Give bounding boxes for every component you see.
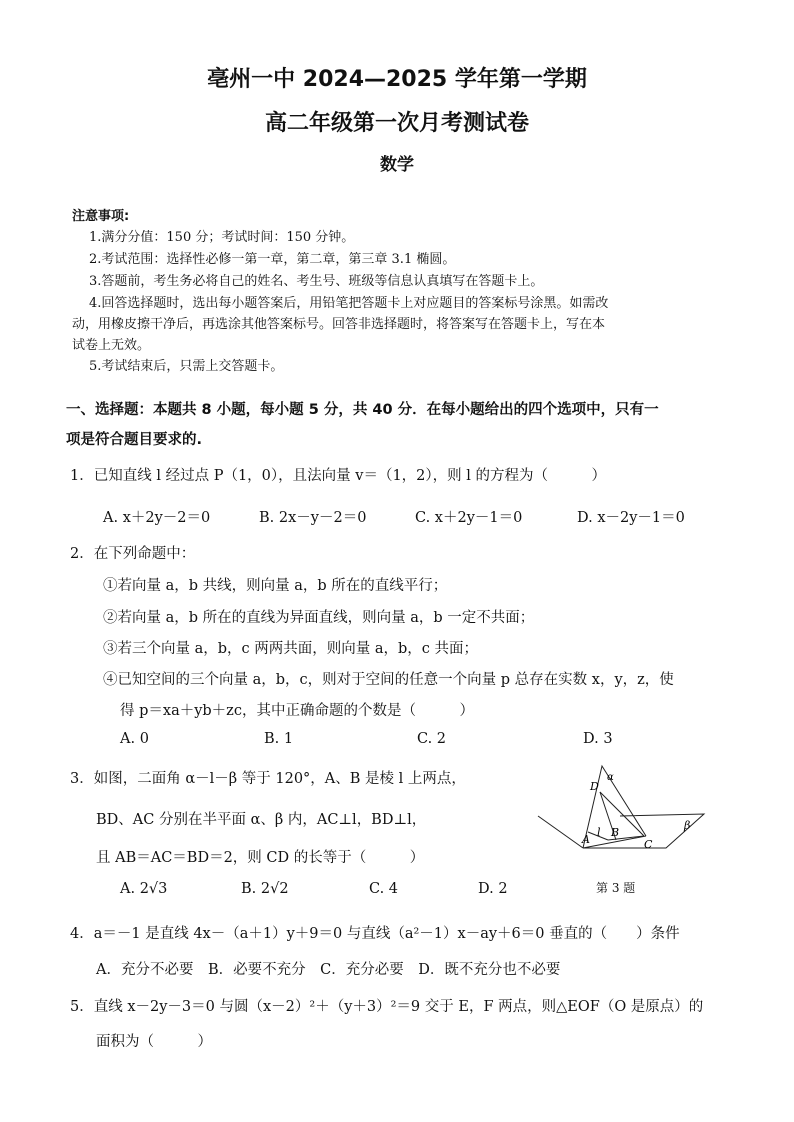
question-3-option-d: D. 2 <box>478 881 508 897</box>
note-item: 3.答题前，考生务必将自己的姓名、考生号、班级等信息认真填写在答题卡上。 <box>89 274 544 289</box>
question-2-stem: 2．在下列命题中： <box>70 546 196 562</box>
figure-label-b: B <box>611 826 620 839</box>
question-3-line1: 3．如图，二面角 α－l－β 等于 120°，A、B 是棱 l 上两点， <box>70 771 466 787</box>
question-2-option-c: C. 2 <box>417 731 447 747</box>
note-item: 2.考试范围：选择性必修一第一章，第二章，第三章 3.1 椭圆。 <box>89 252 456 267</box>
figure-caption: 第 3 题 <box>596 881 636 895</box>
question-4-options: A．充分不必要 B．必要不充分 C．充分必要 D．既不充分也不必要 <box>96 962 561 978</box>
note-item-cont: 动，用橡皮擦干净后，再选涂其他答案标号。回答非选择题时，将答案写在答题卡上，写在本 <box>72 317 606 332</box>
question-1-option-b: B. 2x－y－2＝0 <box>259 510 367 526</box>
question-2-statement: ①若向量 a，b 共线，则向量 a，b 所在的直线平行； <box>103 578 448 594</box>
question-1-stem: 1．已知直线 l 经过点 P（1，0），且法向量 v＝（1，2），则 l 的方程为（ ） <box>70 468 607 484</box>
section-heading: 一、选择题：本题共 8 小题，每小题 5 分，共 40 分．在每小题给出的四个选项中，只有一 <box>66 402 659 418</box>
question-2-statement: ④已知空间的三个向量 a，b，c，则对于空间的任意一个向量 p 总存在实数 x，y，z，使 <box>103 672 674 688</box>
notes-heading: 注意事项: <box>72 209 130 224</box>
figure-label-a: A <box>582 833 590 846</box>
question-3-option-a: A. 2√3 <box>120 881 168 897</box>
exam-title-line1: 亳州一中 2024—2025 学年第一学期 <box>207 67 587 92</box>
figure-label-c: C <box>644 838 653 851</box>
question-4-stem: 4．a＝－1 是直线 4x－（a＋1）y＋9＝0 与直线（a²－1）x－ay＋6＝0 垂直的（ ）条件 <box>70 926 680 942</box>
note-item: 4.回答选择题时，选出每小题答案后，用铅笔把答题卡上对应题目的答案标号涂黑。如需改 <box>89 296 609 311</box>
note-item: 5.考试结束后，只需上交答题卡。 <box>89 359 284 374</box>
question-3-option-c: C. 4 <box>369 881 399 897</box>
note-item: 1.满分分值：150 分；考试时间：150 分钟。 <box>89 230 355 245</box>
question-3-line3: 且 AB＝AC＝BD＝2，则 CD 的长等于（ ） <box>96 850 425 866</box>
figure-label-beta: β <box>684 819 691 832</box>
question-5-line1: 5．直线 x－2y－3＝0 与圆（x－2）²＋（y＋3）²＝9 交于 E，F 两点，则△EOF（O 是原点）的 <box>70 999 704 1015</box>
figure-label-alpha: α <box>607 772 614 783</box>
question-2-statement: ③若三个向量 a，b，c 两两共面，则向量 a，b，c 共面； <box>103 641 479 657</box>
figure-label-d: D <box>590 780 599 793</box>
question-2-statement-cont: 得 p＝xa＋yb＋zc，其中正确命题的个数是（ ） <box>120 703 474 719</box>
question-3-line2: BD、AC 分别在半平面 α、β 内，AC⊥l，BD⊥l， <box>96 812 427 828</box>
exam-title-line2: 高二年级第一次月考测试卷 <box>264 111 529 136</box>
exam-subject: 数学 <box>380 155 414 175</box>
question-1-option-a: A. x＋2y－2＝0 <box>103 510 211 526</box>
question-1-option-c: C. x＋2y－1＝0 <box>415 510 523 526</box>
section-heading-cont: 项是符合题目要求的. <box>66 432 203 448</box>
question-2-statement: ②若向量 a，b 所在的直线为异面直线，则向量 a，b 一定不共面； <box>103 610 535 626</box>
question-3-option-b: B. 2√2 <box>241 881 289 897</box>
note-item-cont: 试卷上无效。 <box>72 338 151 353</box>
question-2-option-d: D. 3 <box>583 731 613 747</box>
question-2-option-b: B. 1 <box>264 731 294 747</box>
question-2-option-a: A. 0 <box>120 731 149 747</box>
figure-label-l: l <box>597 826 601 839</box>
question-1-option-d: D. x－2y－1＝0 <box>577 510 685 526</box>
dihedral-angle-figure <box>528 760 718 868</box>
question-5-line2: 面积为（ ） <box>96 1034 212 1050</box>
